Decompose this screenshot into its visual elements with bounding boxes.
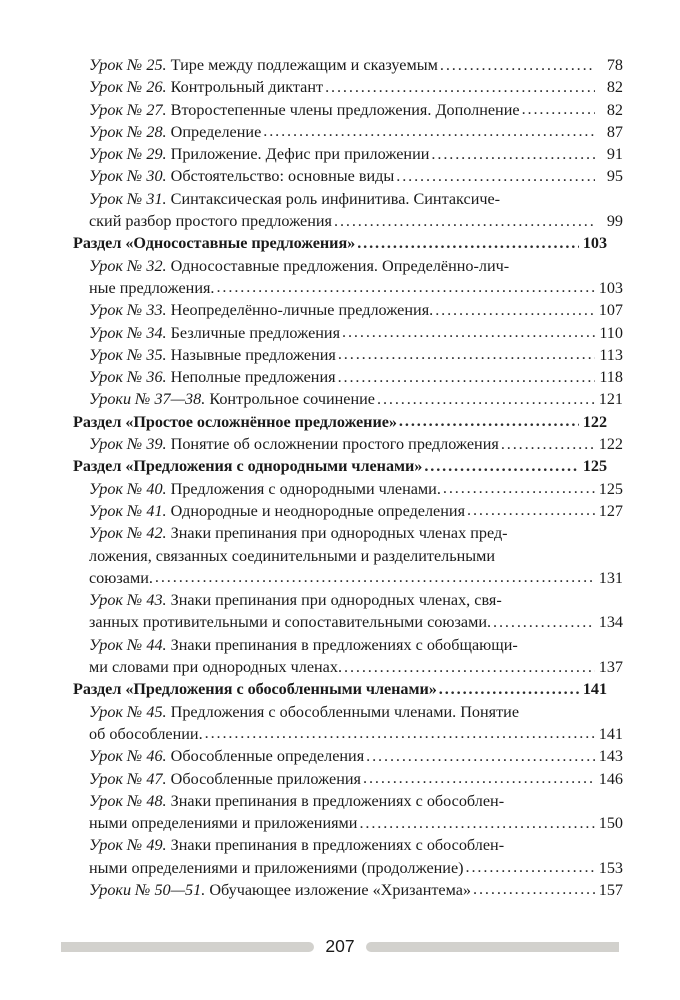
toc-entry [73,502,623,524]
toc-entry-title: Предложения с однородными членами. [166,479,441,498]
toc-entry-page-number: 127 [598,501,623,520]
toc-entry [73,636,623,658]
toc-entry-title: об обособлении. [89,724,203,743]
page-footer [0,934,680,960]
toc-entry-lesson-number: Урок № 30. [89,167,167,186]
toc-entry [73,145,623,167]
toc-entry-lesson-number: Урок № 42. [89,524,167,543]
toc-entry-title: Предложения с обособленными членами. Понятие [166,702,520,721]
toc-entry-title: ми словами при однородных членах. [89,658,342,677]
toc-dot-leader [342,324,595,343]
toc-entry [73,257,623,279]
toc-entry-title: Раздел «Односоставные предложения» [73,234,356,253]
toc-entry [73,301,623,323]
toc-entry [73,613,623,635]
toc-entry-page-number: 87 [606,122,623,141]
toc-entry-title: Обучающее изложение «Хризантема» [205,880,472,899]
toc-entry [73,792,623,814]
toc-dot-leader [338,346,595,365]
toc-entry-title: Неполные предложения [166,368,336,387]
toc-entry-title: Односоставные предложения. Определённо-лич- [166,256,510,275]
toc-entry-title: Понятие об осложнении простого предложения [166,435,499,454]
toc-entry-lesson-number: Урок № 28. [89,122,167,141]
toc-dot-leader [357,234,579,253]
toc-entry [73,480,623,502]
toc-entry-page-number: 141 [582,680,607,699]
toc-entry-lesson-number: Урок № 45. [89,702,167,721]
toc-entry-label [73,413,397,432]
toc-entry-title: Знаки препинания в предложениях с обособлен- [166,791,505,810]
toc-entry-label [89,613,491,632]
toc-entry-lesson-number: Урок № 43. [89,591,167,610]
toc-dot-leader [366,747,595,766]
toc-entry-lesson-number: Урок № 26. [89,78,167,97]
toc-entry-page-number: 78 [606,56,623,74]
toc-entry-title: Безличные предложения [166,323,341,342]
toc-entry-lesson-number: Урок № 27. [89,100,167,119]
toc-entry-title: Неопределённо-личные предложения. [166,301,434,320]
toc-entry-page-number: 91 [606,145,623,164]
toc-entry-label [89,257,509,276]
toc-entry-page-number: 118 [599,368,623,387]
toc-entry-label [89,770,361,789]
toc-entry [73,56,623,78]
toc-entry [73,101,623,123]
footer-rule-left [61,942,314,952]
toc-entry-lesson-number: Урок № 41. [89,501,167,520]
toc-entry-page-number: 137 [598,658,623,677]
toc-entry [73,346,623,368]
toc-entry [73,324,623,346]
toc-entry-lesson-number: Урок № 48. [89,791,167,810]
toc-dot-leader [493,613,595,632]
toc-entry-label [89,435,499,454]
toc-entry-label [73,680,437,699]
toc-entry [73,212,623,234]
toc-entry-page-number: 122 [598,435,623,454]
toc-section-heading [73,413,607,435]
toc-entry-label [89,368,336,387]
toc-entry-lesson-number: Урок № 36. [89,368,167,387]
toc-entry-lesson-number: Урок № 49. [89,836,167,855]
toc-dot-leader [155,569,595,588]
toc-dot-leader [473,881,595,900]
toc-entry-page-number: 150 [598,814,623,833]
toc-entry-title: ные предложения. [89,278,215,297]
toc-entry-lesson-number: Урок № 47. [89,769,167,788]
toc-entry-title: Знаки препинания в предложениях с обособлен- [166,836,505,855]
toc-entry-label [89,658,342,677]
toc-entry-label [89,123,261,142]
toc-entry [73,881,623,903]
toc-entry-title: Тире между подлежащим и сказуемым [166,56,438,74]
toc-dot-leader [263,123,595,142]
toc-entry-title: Синтаксическая роль инфинитива. Синтаксиче- [166,189,501,208]
toc-entry-label [89,346,336,365]
toc-entry-page-number: 95 [606,167,623,186]
toc-dot-leader [435,301,595,320]
toc-entry-title: Знаки препинания при однородных членах, свя- [166,591,502,610]
toc-entry [73,569,623,591]
toc-entry [73,658,623,680]
toc-entry-lesson-number: Урок № 31. [89,189,167,208]
toc-entry-page-number: 99 [606,212,623,231]
toc-entry-label [89,703,519,722]
toc-entry-page-number: 82 [606,100,623,119]
toc-entry-label [89,167,394,186]
toc-entry [73,814,623,836]
toc-entry-label [89,569,153,588]
toc-entry [73,279,623,301]
toc-entry-title: Обособленные определения [166,747,365,766]
toc-entry-page-number: 141 [598,724,623,743]
toc-entry-page-number: 113 [599,345,623,364]
toc-entry-lesson-number: Урок № 44. [89,635,167,654]
toc-entry-title: Контрольный диктант [166,78,324,97]
toc-entry-page-number: 103 [582,234,607,253]
toc-dot-leader [501,435,595,454]
toc-entry-lesson-number: Урок № 39. [89,435,167,454]
toc-entry-label [89,502,465,521]
toc-entry-label [89,859,464,878]
toc-dot-leader [216,279,595,298]
toc-dot-leader [363,770,595,789]
toc-entry [73,190,623,212]
toc-entry-title: Раздел «Предложения с однородными членами» [73,457,423,476]
toc-entry-lesson-number: Урок № 32. [89,256,167,275]
toc-entry [73,859,623,881]
toc-entry-title: Контрольное сочинение [205,390,375,409]
toc-entry-page-number: 146 [598,769,623,788]
toc-entry-label [89,524,508,543]
toc-entry-label [89,881,471,900]
toc-section-heading [73,457,607,479]
toc-entry-page-number: 125 [598,479,623,498]
toc-dot-leader [325,78,595,97]
toc-entry-title: союзами. [89,568,153,587]
toc-entry-page-number: 121 [598,390,623,409]
toc-entry [73,123,623,145]
toc-entry-label [73,234,355,253]
toc-entry-page-number: 107 [598,301,623,320]
toc-entry-title: ложения, связанных соединительными и разделительными [89,546,496,565]
toc-entry-title: ский разбор простого предложения [89,212,332,231]
toc-entry-label [89,591,502,610]
toc-dot-leader [443,480,595,499]
toc-entry-page-number: 131 [598,568,623,587]
toc-dot-leader [431,145,595,164]
toc-entry-lesson-number: Уроки № 50—51. [89,880,206,899]
toc-entry [73,167,623,189]
toc-entry-page-number: 153 [598,858,623,877]
toc-entry [73,390,623,412]
toc-dot-leader [338,368,595,387]
toc-dot-leader [424,457,579,476]
toc-entry-label [89,279,214,298]
toc-entry [73,435,623,457]
toc-entry-lesson-number: Урок № 40. [89,479,167,498]
toc-dot-leader [466,859,595,878]
toc-entry [73,836,623,858]
toc-entry [73,725,623,747]
toc-dot-leader [377,390,595,409]
toc-entry-page-number: 157 [598,880,623,899]
toc-entry-page-number: 103 [598,278,623,297]
toc-dot-leader [522,101,595,120]
toc-entry [73,368,623,390]
page-number: 207 [325,936,355,957]
toc-entry-page-number: 122 [582,412,607,431]
toc-entry-page-number: 143 [598,747,623,766]
toc-entry-label [89,480,441,499]
toc-entry-label [89,56,438,75]
toc-dot-leader [396,167,595,186]
footer-rule-right [366,942,619,952]
toc-dot-leader [467,502,595,521]
toc-entry-title: Второстепенные члены предложения. Дополнение [166,100,520,119]
toc-entry-lesson-number: Урок № 29. [89,145,167,164]
toc-entry [73,547,623,569]
toc-entry-title: Раздел «Предложения с обособленными членами» [73,680,437,699]
toc-entry-label [89,390,375,409]
toc-entry-lesson-number: Урок № 46. [89,747,167,766]
toc-dot-leader [334,212,595,231]
toc-dot-leader [440,56,595,75]
toc-dot-leader [399,413,579,432]
toc-entry-lesson-number: Урок № 34. [89,323,167,342]
toc-entry [73,703,623,725]
toc-section-heading [73,680,607,702]
toc-dot-leader [439,680,579,699]
toc-entry-label [89,747,364,766]
toc-entry-label [89,145,429,164]
toc-dot-leader [205,725,595,744]
toc-entry-page-number: 134 [598,613,623,632]
toc-entry-lesson-number: Урок № 25. [89,56,167,74]
toc-entry-label [89,324,340,343]
toc-entry-title: Обособленные приложения [166,769,361,788]
toc-entry-label [89,836,504,855]
toc-entry-label [89,725,203,744]
toc-entry [73,78,623,100]
toc-entry-title: занных противительными и сопоставительными союзами. [89,613,492,632]
toc-entry-label [73,457,422,476]
toc-entry-list [73,56,623,903]
toc-entry-lesson-number: Уроки № 37—38. [89,390,206,409]
toc-entry [73,524,623,546]
toc-entry-title: Знаки препинания в предложениях с обобщающи- [166,635,518,654]
toc-entry-page-number: 110 [599,323,623,342]
toc-entry-title: ными определениями и приложениями (продолжение) [89,858,464,877]
toc-entry-label [89,814,357,833]
toc-entry-page-number: 125 [582,457,607,476]
toc-entry [73,591,623,613]
toc-entry-lesson-number: Урок № 35. [89,345,167,364]
toc-entry [73,747,623,769]
toc-entry-title: Раздел «Простое осложнённое предложение» [73,412,397,431]
toc-entry [73,770,623,792]
toc-entry-title: ными определениями и приложениями [89,814,358,833]
toc-entry-title: Назывные предложения [166,345,336,364]
toc-entry-label [89,190,500,209]
toc-dot-leader [344,658,595,677]
toc-entry-label [89,101,520,120]
toc-entry-title: Знаки препинания при однородных членах пред- [166,524,508,543]
toc-entry-title: Обстоятельство: основные виды [166,167,395,186]
toc-entry-label [89,301,433,320]
toc-entry-lesson-number: Урок № 33. [89,301,167,320]
toc-entry-label [89,212,332,231]
toc-entry-label [89,78,323,97]
toc-entry-label [89,547,495,566]
toc-entry-label [89,636,518,655]
toc-entry-page-number: 82 [606,78,623,97]
toc-entry-label [89,792,504,811]
toc-dot-leader [359,814,595,833]
toc-entry-title: Однородные и неоднородные определения [166,501,466,520]
toc-section-heading [73,234,607,256]
toc-entry-title: Определение [166,122,262,141]
toc-entry-title: Приложение. Дефис при приложении [166,145,430,164]
